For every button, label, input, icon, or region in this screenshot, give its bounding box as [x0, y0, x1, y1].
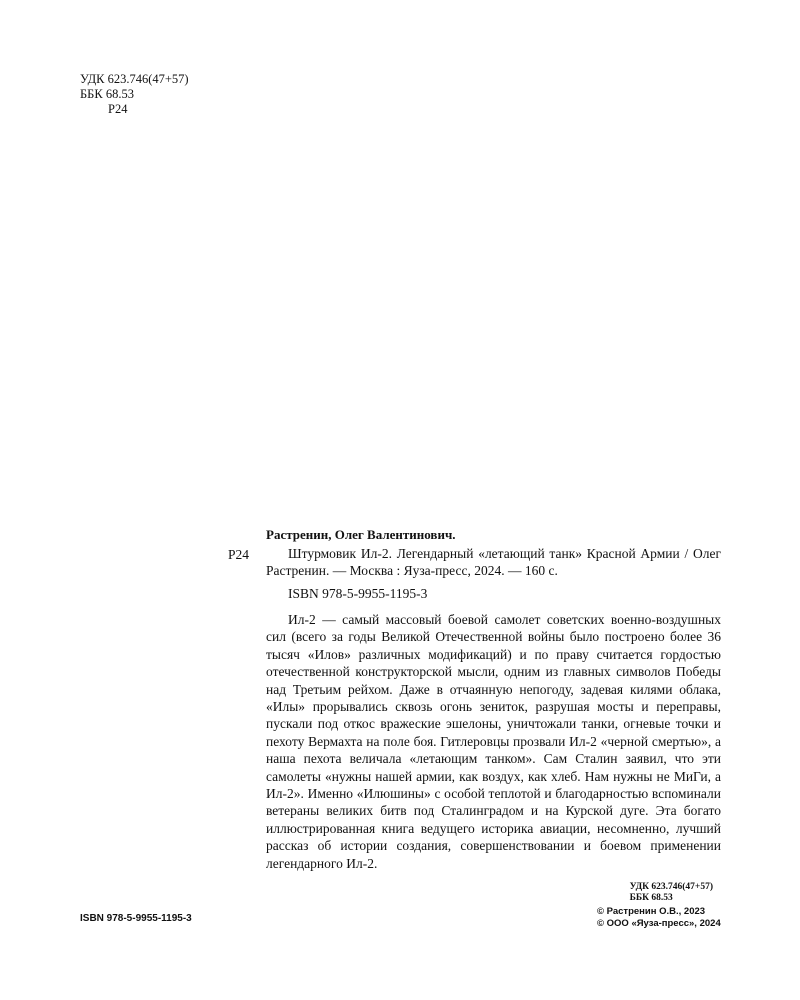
record-author-mark: Р24 [228, 547, 250, 562]
author-mark: Р24 [108, 102, 128, 116]
copyright-publisher: © ООО «Яуза-пресс», 2024 [597, 918, 721, 929]
record-bbk: ББК 68.53 [629, 893, 673, 904]
record-title: Штурмовик Ил-2. Легендарный «летающий танк» Красной Армии / Олег Растренин. — Москва : Яуза-пресс, 2024. — 160 с. [266, 546, 721, 578]
isbn-footer: ISBN 978-5-9955-1195-3 [80, 913, 192, 924]
udk-code: УДК 623.746(47+57) [80, 72, 189, 86]
bibliographic-record [228, 526, 721, 904]
copyright-author: © Растренин О.В., 2023 [597, 906, 706, 917]
bbk-code: ББК 68.53 [80, 87, 134, 101]
classification-block [80, 72, 189, 117]
record-author: Растренин, Олег Валентинович. [266, 527, 456, 542]
record-classification [266, 882, 713, 904]
record-isbn: ISBN 978-5-9955-1195-3 [288, 586, 428, 601]
record-udk: УДК 623.746(47+57) [629, 882, 713, 893]
copyright-block [597, 906, 721, 930]
record-annotation: Ил-2 — самый массовый боевой самолет советских военно-воздушных сил (всего за годы Великой Отечественной войны было построено более 36 тысяч «Илов» различных модификаций) и по праву считается гордостью отечественной конструкторской мысли, одним из главных символов Победы над Третьим рейхом. Даже в отчаянную непогоду, задевая килями облака, «Илы» прорывались сквозь огонь зениток, разрушая мосты и переправы, пускали под откос вражеские эшелоны, уничтожали танки, огневые точки и пехоту Вермахта на поле боя. Гитлеровцы прозвали Ил-2 «черной смертью», а наша пехота величала «летающим танком». Сам Сталин заявил, что эти самолеты «нужны нашей армии, как воздух, как хлеб. Нам нужны не МиГи, а Ил-2». Именно «Илюшины» с особой теплотой и благодарностью вспоминали ветераны великих битв под Сталинградом и на Курской дуге. Эта богато иллюстрированная книга ведущего историка авиации, несомненно, лучший рассказ об истории создания, совершенствовании и боевом применении легендарного Ил-2. [266, 612, 721, 871]
